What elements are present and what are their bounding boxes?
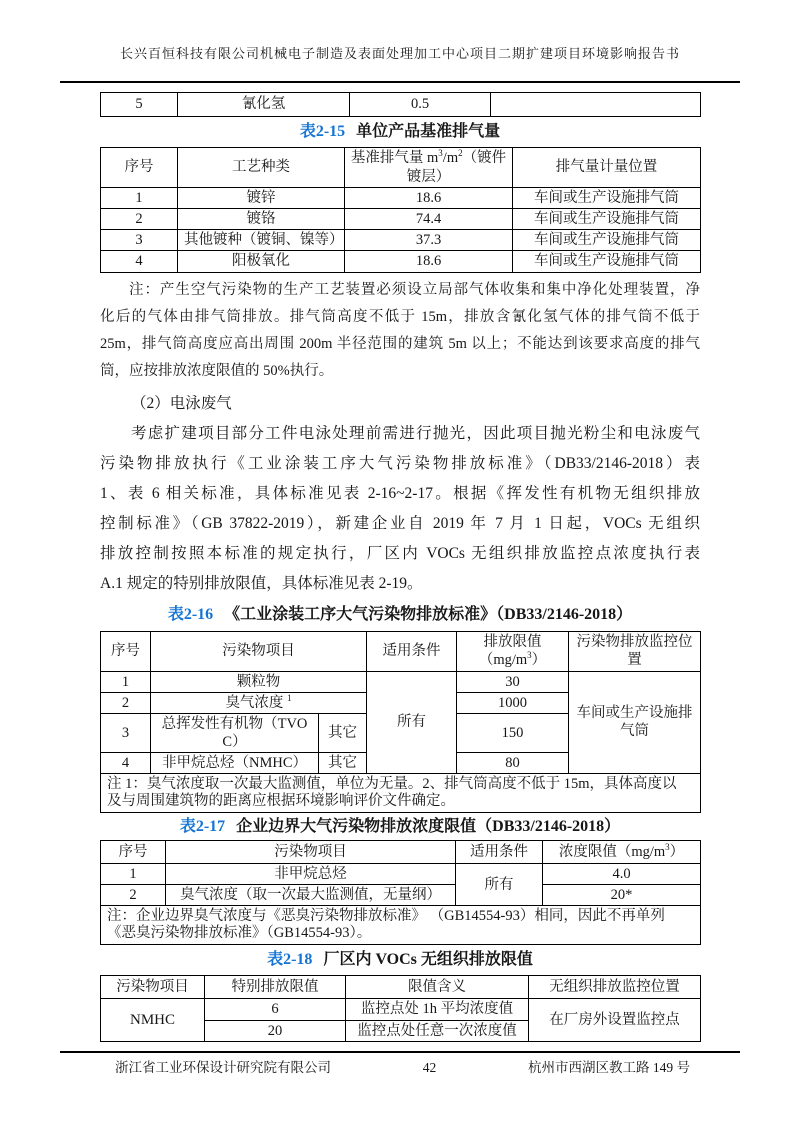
- caption-table-2-15: [100, 122, 700, 142]
- header-cell-limit: 排放限值 $(mg/m^3)$: [457, 631, 569, 671]
- table-title: 企业边界大气污染物排放浓度限值（DB33/2146-2018）: [236, 818, 621, 836]
- paragraph-line: 排放控制按照本标准的规定执行，厂区内 VOCs 无组织排放监控点浓度执行表: [100, 544, 700, 562]
- cell: 颗粒物: [151, 671, 367, 692]
- caption-table-2-16: [100, 605, 700, 625]
- table-row: [101, 864, 701, 885]
- header-cell-limit: 浓度限值$(mg/m^3)$: [543, 841, 701, 864]
- header-cell-unit: 基准排气量 $m^3/m^2$（镀件镀层）: [345, 148, 513, 188]
- header-divider: [60, 81, 740, 83]
- table-number: 表2-17: [179, 818, 226, 836]
- cell: 4: [101, 251, 178, 272]
- table-row: [101, 209, 701, 230]
- table-row: [101, 885, 701, 906]
- cell: 1: [101, 671, 151, 692]
- header-cell-pollutant: 污染物项目: [151, 631, 367, 671]
- table-note: 注 1：臭气浓度取一次最大监测值，单位为无量。2、排气筒高度不低于 15m，具体高度以 及与周围建筑物的距离应根据环境影响评价文件确定。: [101, 774, 701, 813]
- cell: 其它: [319, 753, 367, 774]
- table-continuation-row: [100, 92, 701, 117]
- cell: 镀锌: [178, 188, 345, 209]
- header-row: [101, 976, 701, 999]
- cell: 18.6: [345, 188, 513, 209]
- cell: 车间或生产设施排气筒: [513, 230, 701, 251]
- header-cell-index: 序号: [101, 841, 166, 864]
- caption-table-2-18: [100, 950, 700, 970]
- cell-index: 5: [101, 93, 178, 117]
- cell-condition-merged: 所有: [367, 671, 457, 774]
- table-2-18: [100, 975, 701, 1041]
- cell: 3: [101, 713, 151, 752]
- cell: 臭气浓度 $^1$: [151, 692, 367, 713]
- footer-page-number: 42: [422, 1059, 437, 1075]
- table-row: [101, 93, 701, 117]
- cell: 37.3: [345, 230, 513, 251]
- cell: 监控点处 1h 平均浓度值: [346, 999, 529, 1020]
- section-heading-electrophoresis-gas: （2）电泳废气: [131, 394, 232, 412]
- header-cell-monitor-position: 无组织排放监控位置: [529, 976, 701, 999]
- cell: 2: [101, 885, 166, 906]
- cell: 80: [457, 753, 569, 774]
- footer-company: 浙江省工业环保设计研究院有限公司: [115, 1059, 331, 1075]
- cell-condition-merged: 所有: [456, 864, 543, 906]
- table-row: [101, 999, 701, 1020]
- page-header-title: 长兴百恒科技有限公司机械电子制造及表面处理加工中心项目二期扩建项目环境影响报告书: [119, 46, 680, 61]
- table-title: 厂区内 VOCs 无组织排放限值: [323, 951, 533, 969]
- cell: 总挥发性有机物（TVOC）: [151, 713, 319, 752]
- cell: 车间或生产设施排气筒: [513, 251, 701, 272]
- table-2-16: [100, 631, 701, 814]
- header-row: [101, 148, 701, 188]
- note-paragraph-table-2-15: [100, 277, 700, 385]
- note-line: 筒，应按排放浓度限值的 50%执行。: [100, 362, 334, 379]
- cell-position-merged: 在厂房外设置监控点: [529, 999, 701, 1041]
- footer-divider: [60, 1051, 740, 1053]
- cell: 20*: [543, 885, 701, 906]
- cell: 74.4: [345, 209, 513, 230]
- table-2-15: [100, 147, 701, 273]
- table-number: 表2-16: [167, 605, 214, 623]
- cell: 车间或生产设施排气筒: [513, 209, 701, 230]
- cell: 非甲烷总烃（NMHC）: [151, 753, 319, 774]
- header-cell-condition: 适用条件: [367, 631, 457, 671]
- cell: 臭气浓度（取一次最大监测值，无量纲）: [166, 885, 456, 906]
- paragraph-line: 考虑扩建项目部分工件电泳处理前需进行抛光，因此项目抛光粉尘和电泳废气: [131, 424, 700, 442]
- caption-table-2-17: [100, 817, 700, 837]
- header-cell-monitor-position: 污染物排放监控位置: [569, 631, 701, 671]
- table-row: [101, 188, 701, 209]
- header-cell-meaning: 限值含义: [346, 976, 529, 999]
- table-row: [101, 230, 701, 251]
- cell: 其他镀种（镀铜、镍等）: [178, 230, 345, 251]
- table-note-row: [101, 906, 701, 945]
- cell: 2: [101, 209, 178, 230]
- cell-empty: [491, 93, 701, 117]
- page-footer: [100, 1059, 700, 1077]
- cell: 30: [457, 671, 569, 692]
- cell-position-merged: 车间或生产设施排气筒: [569, 671, 701, 774]
- note-line: 注：产生空气污染物的生产工艺装置必须设立局部气体收集和集中净化处理装置，净: [129, 281, 700, 298]
- table-title: 单位产品基准排气量: [356, 123, 501, 140]
- paragraph-line: 1、表 6 相关标准，具体标准见表 2-16~2-17。根据《挥发性有机物无组织排放: [100, 484, 700, 502]
- cell: 车间或生产设施排气筒: [513, 188, 701, 209]
- cell: 4: [101, 753, 151, 774]
- header-cell-index: 序号: [101, 631, 151, 671]
- paragraph-line: 控制标准》（GB 37822-2019），新建企业自 2019 年 7 月 1 日起，VOCs 无组织: [100, 514, 700, 532]
- cell-value: 0.5: [350, 93, 491, 117]
- header-cell-process: 工艺种类: [178, 148, 345, 188]
- cell: 非甲烷总烃: [166, 864, 456, 885]
- table-row: [101, 671, 701, 692]
- header-cell-condition: 适用条件: [456, 841, 543, 864]
- header-cell-index: 序号: [101, 148, 178, 188]
- header-cell-pollutant: 污染物项目: [101, 976, 205, 999]
- note-line: 化后的气体由排气筒排放。排气筒高度不低于 15m，排放含氰化氢气体的排气筒不低于: [100, 308, 700, 325]
- body-paragraph: [100, 419, 700, 599]
- cell: 1: [101, 188, 178, 209]
- cell: 6: [205, 999, 346, 1020]
- paragraph-line: 污染物排放执行《工业涂装工序大气污染物排放标准》（DB33/2146-2018）表: [100, 454, 700, 472]
- footer-address: 杭州市西湖区教工路 149 号: [528, 1059, 690, 1075]
- table-note: 注：企业边界臭气浓度与《恶臭污染物排放标准》 （GB14554-93）相同，因此不再单列 《恶臭污染物排放标准》（GB14554-93）。: [101, 906, 701, 945]
- cell: 150: [457, 713, 569, 752]
- cell-pollutant: 氰化氢: [178, 93, 350, 117]
- cell: 18.6: [345, 251, 513, 272]
- cell: 其它: [319, 713, 367, 752]
- table-row: [101, 251, 701, 272]
- cell: 4.0: [543, 864, 701, 885]
- table-number: 表2-18: [267, 951, 313, 969]
- cell: 1: [101, 864, 166, 885]
- cell: 20: [205, 1020, 346, 1041]
- cell: 2: [101, 692, 151, 713]
- table-note-row: [101, 774, 701, 813]
- paragraph-line: A.1 规定的特别排放限值，具体标准见表 2-19。: [100, 574, 423, 592]
- note-line: 25m，排气筒高度应高出周围 200m 半径范围的建筑 5m 以上；不能达到该要求高度的排气: [100, 335, 700, 352]
- cell: 1000: [457, 692, 569, 713]
- cell-pollutant-merged: NMHC: [101, 999, 205, 1041]
- header-row: [101, 631, 701, 671]
- table-number: 表2-15: [299, 123, 346, 140]
- header-cell-special-limit: 特别排放限值: [205, 976, 346, 999]
- table-2-17: [100, 840, 701, 945]
- header-row: [101, 841, 701, 864]
- cell: 监控点处任意一次浓度值: [346, 1020, 529, 1041]
- cell: 3: [101, 230, 178, 251]
- table-title: 《工业涂装工序大气污染物排放标准》（DB33/2146-2018）: [224, 605, 633, 623]
- header-cell-pollutant: 污染物项目: [166, 841, 456, 864]
- header-cell-position: 排气量计量位置: [513, 148, 701, 188]
- cell: 镀铬: [178, 209, 345, 230]
- cell: 阳极氧化: [178, 251, 345, 272]
